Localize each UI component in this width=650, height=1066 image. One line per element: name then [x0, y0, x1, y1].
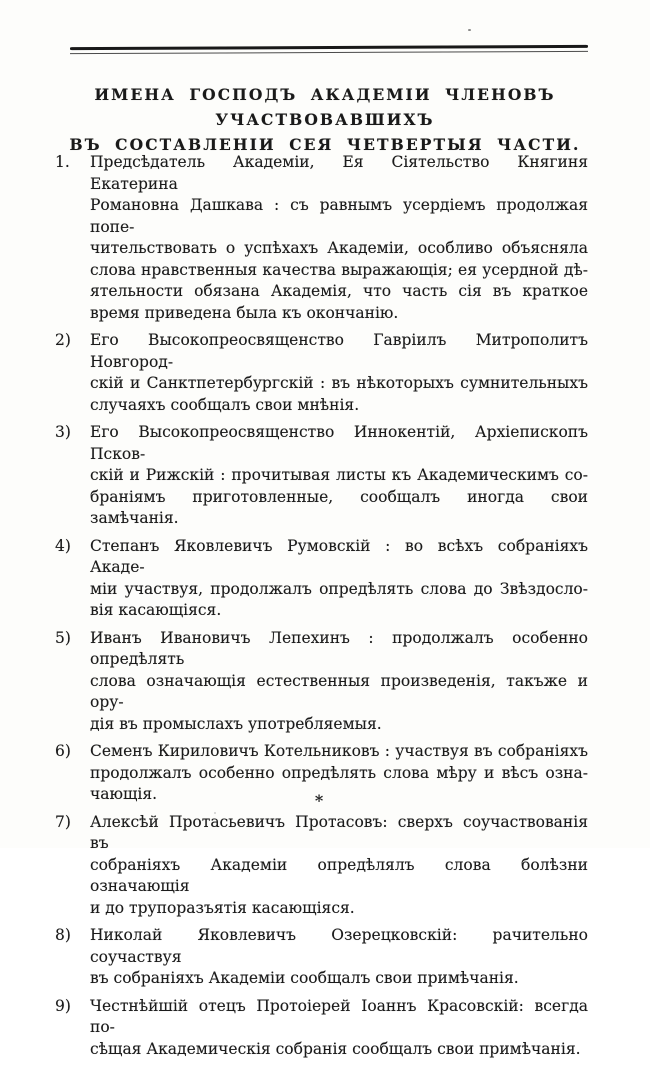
item-text — [90, 996, 588, 1061]
list-item — [52, 628, 588, 736]
text-line: міи участвуя, продолжалъ опредѣлять слова до Звѣздосло- — [90, 579, 588, 598]
text-line: сѣщая Академическія собранія сообщалъ свои примѣчанія. — [90, 1039, 581, 1058]
item-number: 4) — [55, 536, 71, 555]
text-line: Степанъ Яковлевичъ Румовскій : во всѣхъ собраніяхъ Акаде- — [90, 536, 588, 576]
text-line: чающія. — [90, 785, 158, 803]
text-line: слова означающія естественныя произведенія, такъже и ору- — [90, 671, 588, 711]
item-number: 7) — [55, 812, 71, 831]
item-text — [90, 152, 588, 324]
item-number: 8) — [55, 926, 71, 944]
rule-thin-line — [70, 51, 588, 54]
item-number: 1. — [55, 153, 70, 171]
page-title-line1: ИМЕНА ГОСПОДЪ АКАДЕМІИ ЧЛЕНОВЪ УЧАСТВОВАВШИХЪ — [94, 85, 556, 129]
page-title — [40, 82, 610, 157]
text-line: и до трупоразъятія касающіяся. — [90, 898, 355, 917]
item-text — [90, 422, 588, 530]
rule-thick-line — [70, 45, 588, 50]
list-item — [52, 152, 588, 324]
text-line: слова нравственныя качества выражающія; ея усердной дѣ- — [90, 260, 588, 279]
item-text — [90, 812, 588, 920]
text-line: собраніяхъ Академіи опредѣлялъ слова болѣзни означающія — [90, 855, 588, 895]
text-line: Алексѣй Протасьевичъ Протасовъ: сверхъ соучаствованія въ — [90, 812, 588, 852]
text-line: чительствовать о успѣхахъ Академіи, особливо объясняла — [90, 239, 588, 257]
text-line: продолжалъ особенно опредѣлять слова мѣру и вѣсъ озна- — [90, 763, 588, 782]
item-text — [90, 330, 588, 416]
item-number: 3) — [55, 423, 71, 441]
text-line: время приведена была къ окончанію. — [90, 303, 399, 322]
text-line: дія въ промыслахъ употребляемыя. — [90, 714, 382, 733]
text-line: Его Высокопреосвященство Гавріилъ Митрополитъ Новгород- — [90, 331, 588, 371]
list-item — [52, 996, 588, 1061]
text-line: Семенъ Кириловичъ Котельниковъ : участвуя въ собраніяхъ — [90, 742, 588, 760]
scan-speck — [468, 29, 471, 31]
item-number: 6) — [55, 742, 71, 760]
text-line: вія касающіяся. — [90, 601, 222, 619]
list-item — [52, 536, 588, 622]
text-line: скій и Рижскій : прочитывая листы къ Академическимъ со- — [90, 466, 588, 484]
list-item — [52, 925, 588, 990]
text-line: въ собраніяхъ Академіи сообщалъ свои примѣчанія. — [90, 969, 519, 987]
list-item — [52, 812, 588, 920]
text-line: Предсѣдатель Академіи, Ея Сіятельство Княгиня Екатерина — [90, 153, 588, 193]
text-line: Романовна Дашкава : съ равнымъ усердіемъ продолжая попе- — [90, 196, 588, 236]
page-title-line2: ВЪ СОСТАВЛЕНІИ СЕЯ ЧЕТВЕРТЫЯ ЧАСТИ. — [69, 135, 581, 154]
item-text — [90, 536, 588, 622]
ornamental-rule — [70, 45, 588, 54]
text-line: Николай Яковлевичъ Озерецковскій: рачительно соучаствуя — [90, 926, 588, 966]
item-number: 2) — [55, 331, 71, 349]
member-list — [52, 152, 588, 1066]
text-line: случаяхъ сообщалъ свои мнѣнія. — [90, 395, 360, 414]
list-item — [52, 330, 588, 416]
item-number: 5) — [55, 628, 71, 647]
item-text — [90, 628, 588, 736]
signature-mark: * — [314, 791, 324, 810]
item-number: 9) — [55, 996, 71, 1015]
text-line: браніямъ приготовленные, сообщалъ иногда свои замѣчанія. — [90, 487, 588, 527]
item-text — [90, 925, 588, 990]
text-line: скій и Санктпетербургскій : въ нѣкоторыхъ сумнительныхъ — [90, 374, 588, 392]
text-line: Его Высокопреосвященство Иннокентій, Архіепископъ Псков- — [90, 423, 588, 463]
list-item — [52, 422, 588, 530]
text-line: Иванъ Ивановичъ Лепехинъ : продолжалъ особенно опредѣлять — [90, 628, 588, 668]
scan-speck — [214, 812, 216, 814]
text-line: ятельности обязана Академія, что часть сія въ краткое — [90, 282, 588, 300]
text-line: Честнѣйшій отецъ Протоіерей Іоаннъ Красовскій: всегда по- — [90, 996, 588, 1036]
